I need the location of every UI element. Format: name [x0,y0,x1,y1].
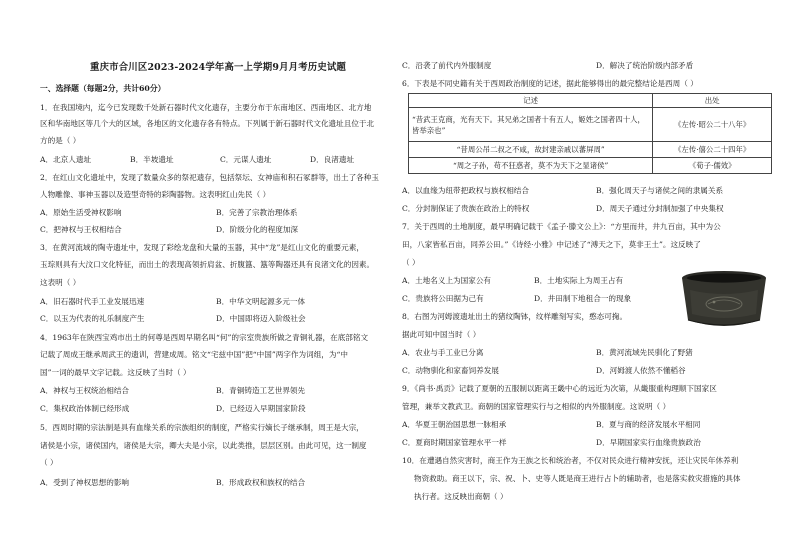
q6-option-a[interactable]: A．以血缘为纽带把政权与族权相结合 [402,186,529,195]
q5-option-d[interactable]: D．解决了统治阶级内部矛盾 [596,61,694,70]
q4-option-c[interactable]: C．集权政治体制已经形成 [40,404,130,413]
q5-option-b[interactable]: B．形成政权和族权的结合 [216,478,306,487]
q9-option-c[interactable]: C．夏商时期国家管理水平一样 [402,438,507,447]
q10-line: 物资救助。商王以下，宗、祝、卜、史等人既是商王进行占卜的辅助者，也是落实救灾措施的具体 [414,474,741,483]
q6-line: 6．下表是不同史籍有关于西周政治制度的记述，据此能够得出的最完整结论是西周（ ） [402,79,698,88]
q4-option-a[interactable]: A．神权与王权统治相结合 [40,386,130,395]
q1-option-a[interactable]: A．北京人遗址 [40,155,92,164]
table-cell: 《左传·昭公二十八年》 [653,108,772,142]
q7-option-d[interactable]: D．井田制下地租合一的现象 [534,294,632,303]
table-cell: “昔武王克商，光有天下。其兄弟之国者十有五人，姬姓之国者四十人，皆举亲也” [409,108,653,142]
exam-title: 重庆市合川区2023-2024学年高一上学期9月月考历史试题 [90,62,347,73]
q9-line: 9．《尚书·禹贡》记载了夏朝的五服制以距离王畿中心的远近为次第，从畿服重构理顺下国家区 [402,384,717,393]
q5-line: 诸侯是小宗，诸侯国内，诸侯是大宗，卿大夫是小宗，以此类推，层层区别。由此可见，这一制度 [40,441,367,450]
q1-line: 1．在我国境内，迄今已发现数千处新石器时代文化遗存，主要分布于东南地区、西南地区、北方地 [40,103,372,112]
q2-option-b[interactable]: B．完善了宗教治理体系 [216,208,298,217]
q7-line: 田，八家皆私百亩，同养公田。”《诗经·小雅》中记述了“溥天之下，莫非王土”。这反映了 [402,240,701,249]
q9-line: 管理，兼举文教武卫。商朝的国家管理实行与之相似的内外服制度。这说明（ ） [402,402,671,411]
q2-option-c[interactable]: C．把神权与王权相结合 [40,225,122,234]
table-cell: 《荀子·儒效》 [653,158,772,174]
q4-option-d[interactable]: D．已经迈入早期国家阶段 [216,404,306,413]
q4-option-b[interactable]: B．青铜铸造工艺世界领先 [216,386,306,395]
q6-option-d[interactable]: D．周天子通过分封制加强了中央集权 [596,204,724,213]
q9-option-a[interactable]: A．华夏王朝治国思想一脉相承 [402,420,507,429]
q1-option-d[interactable]: D．良渚遗址 [310,155,355,164]
table-header: 记述 [409,94,653,108]
q6-option-b[interactable]: B．强化周天子与诸侯之间的隶属关系 [596,186,724,195]
q9-option-d[interactable]: D．早期国家实行血缘贵族政治 [596,438,701,447]
table-cell: “周之子孙，苟不狂惑者，莫不为天下之显诸侯” [409,158,653,174]
q2-line: 2．在红山文化遗址中，发现了数量众多的祭祀遗存，包括祭坛、女神庙和积石冢群等，出土了各种玉 [40,173,379,182]
q2-line: 人物雕像、事神玉器以及造型奇特的彩陶器物。这表明红山先民（ ） [40,190,271,199]
q3-option-a[interactable]: A．旧石器时代手工业发展迅速 [40,297,145,306]
q3-option-d[interactable]: D．中国即将迈入阶级社会 [216,314,306,323]
q3-option-c[interactable]: C．以玉为代表的礼乐制度产生 [40,314,145,323]
q10-line: 执行者。这反映出商朝（ ） [414,492,508,501]
q5-option-c[interactable]: C．沿袭了前代内外服制度 [402,61,492,70]
q1-option-b[interactable]: B．半坡遗址 [130,155,174,164]
q7-option-a[interactable]: A．土地名义上为国家公有 [402,276,492,285]
q8-option-b[interactable]: B．黄河流域先民驯化了野猪 [596,348,693,357]
q8-line: 8．右图为河姆渡遗址出土的猪纹陶钵，纹样雕刻写实，憨态可掬。 [402,312,628,321]
q8-line: 据此可知中国当时（ ） [402,330,481,339]
q4-line: 国”一词的最早文字记载。这反映了当时（ ） [40,368,191,377]
table-cell: 《左传·僖公二十四年》 [653,142,772,158]
q7-line: （ ） [402,258,420,267]
table-cell: “昔周公吊二叔之不咸，故封建亲戚以蕃屏周” [409,142,653,158]
q9-option-b[interactable]: B．夏与商的经济发展水平相同 [596,420,701,429]
pig-pattern-pottery-bowl-image [678,268,770,332]
q7-option-c[interactable]: C．贵族将公田据为己有 [402,294,484,303]
q3-option-b[interactable]: B．中华文明起源多元一体 [216,297,306,306]
q2-option-a[interactable]: A．原始生活受神权影响 [40,208,122,217]
q8-option-c[interactable]: C．动物驯化和家畜饲养发展 [402,366,499,375]
section-heading: 一、选择题（每题2分，共计60分） [40,84,166,93]
q1-option-c[interactable]: C．元谋人遗址 [220,155,272,164]
q1-line: 区和华南地区等几个大的区域，各地区的文化遗存各有特点。下列属于新石器时代文化遗址且位于北 [40,119,375,128]
q5-line: （ ） [40,458,58,467]
q7-line: 7．关于西周的土地制度，最早明确记载于《孟子·滕文公上》：“方里而井，井九百亩，其中为公 [402,222,721,231]
q3-line: 这表明（ ） [40,278,81,287]
table-header: 出处 [653,94,772,108]
q4-line: 4．1963年在陕西宝鸡市出土的何尊是西周早期名叫“何”的宗室贵族所做之青铜礼器，在底部铭文 [40,333,369,342]
q8-option-a[interactable]: A．农业与手工业已分离 [402,348,484,357]
q4-line: 记载了周成王继承周武王的遗训，营建成周。铭文“宅兹中国”把“中国”两字作为词组，为“中 [40,350,348,359]
q2-option-d[interactable]: D．阶级分化的程度加深 [216,225,299,234]
q1-line: 方的是（ ） [40,136,81,145]
q8-option-d[interactable]: D．河姆渡人依然不懂稻谷 [596,366,686,375]
q3-line: 3．在黄河流域的陶寺遗址中，发现了彩绘龙盘和大量的玉器，其中“龙”是红山文化的重要元素， [40,243,364,252]
q5-option-a[interactable]: A．受到了神权思想的影响 [40,478,130,487]
q3-line: 玉琮则具有大汶口文化特征，而出土的表现高领折肩盆、折腹簋、簋等陶器还具有良渚文化的因素。 [40,260,375,269]
q5-line: 5．西周时期的宗法制是具有血缘关系的宗族组织的制度，严格实行嫡长子继承制，周王是大宗， [40,423,364,432]
q6-option-c[interactable]: C．分封制保证了贵族在政治上的特权 [402,204,530,213]
q6-source-table [408,93,772,174]
q7-option-b[interactable]: B．土地实际上为周王占有 [534,276,624,285]
q10-line: 10．在遭遇自然灾害时，商王作为王族之长和统治者，不仅对民众进行精神安抚，还让灾民年休养利 [402,456,739,465]
